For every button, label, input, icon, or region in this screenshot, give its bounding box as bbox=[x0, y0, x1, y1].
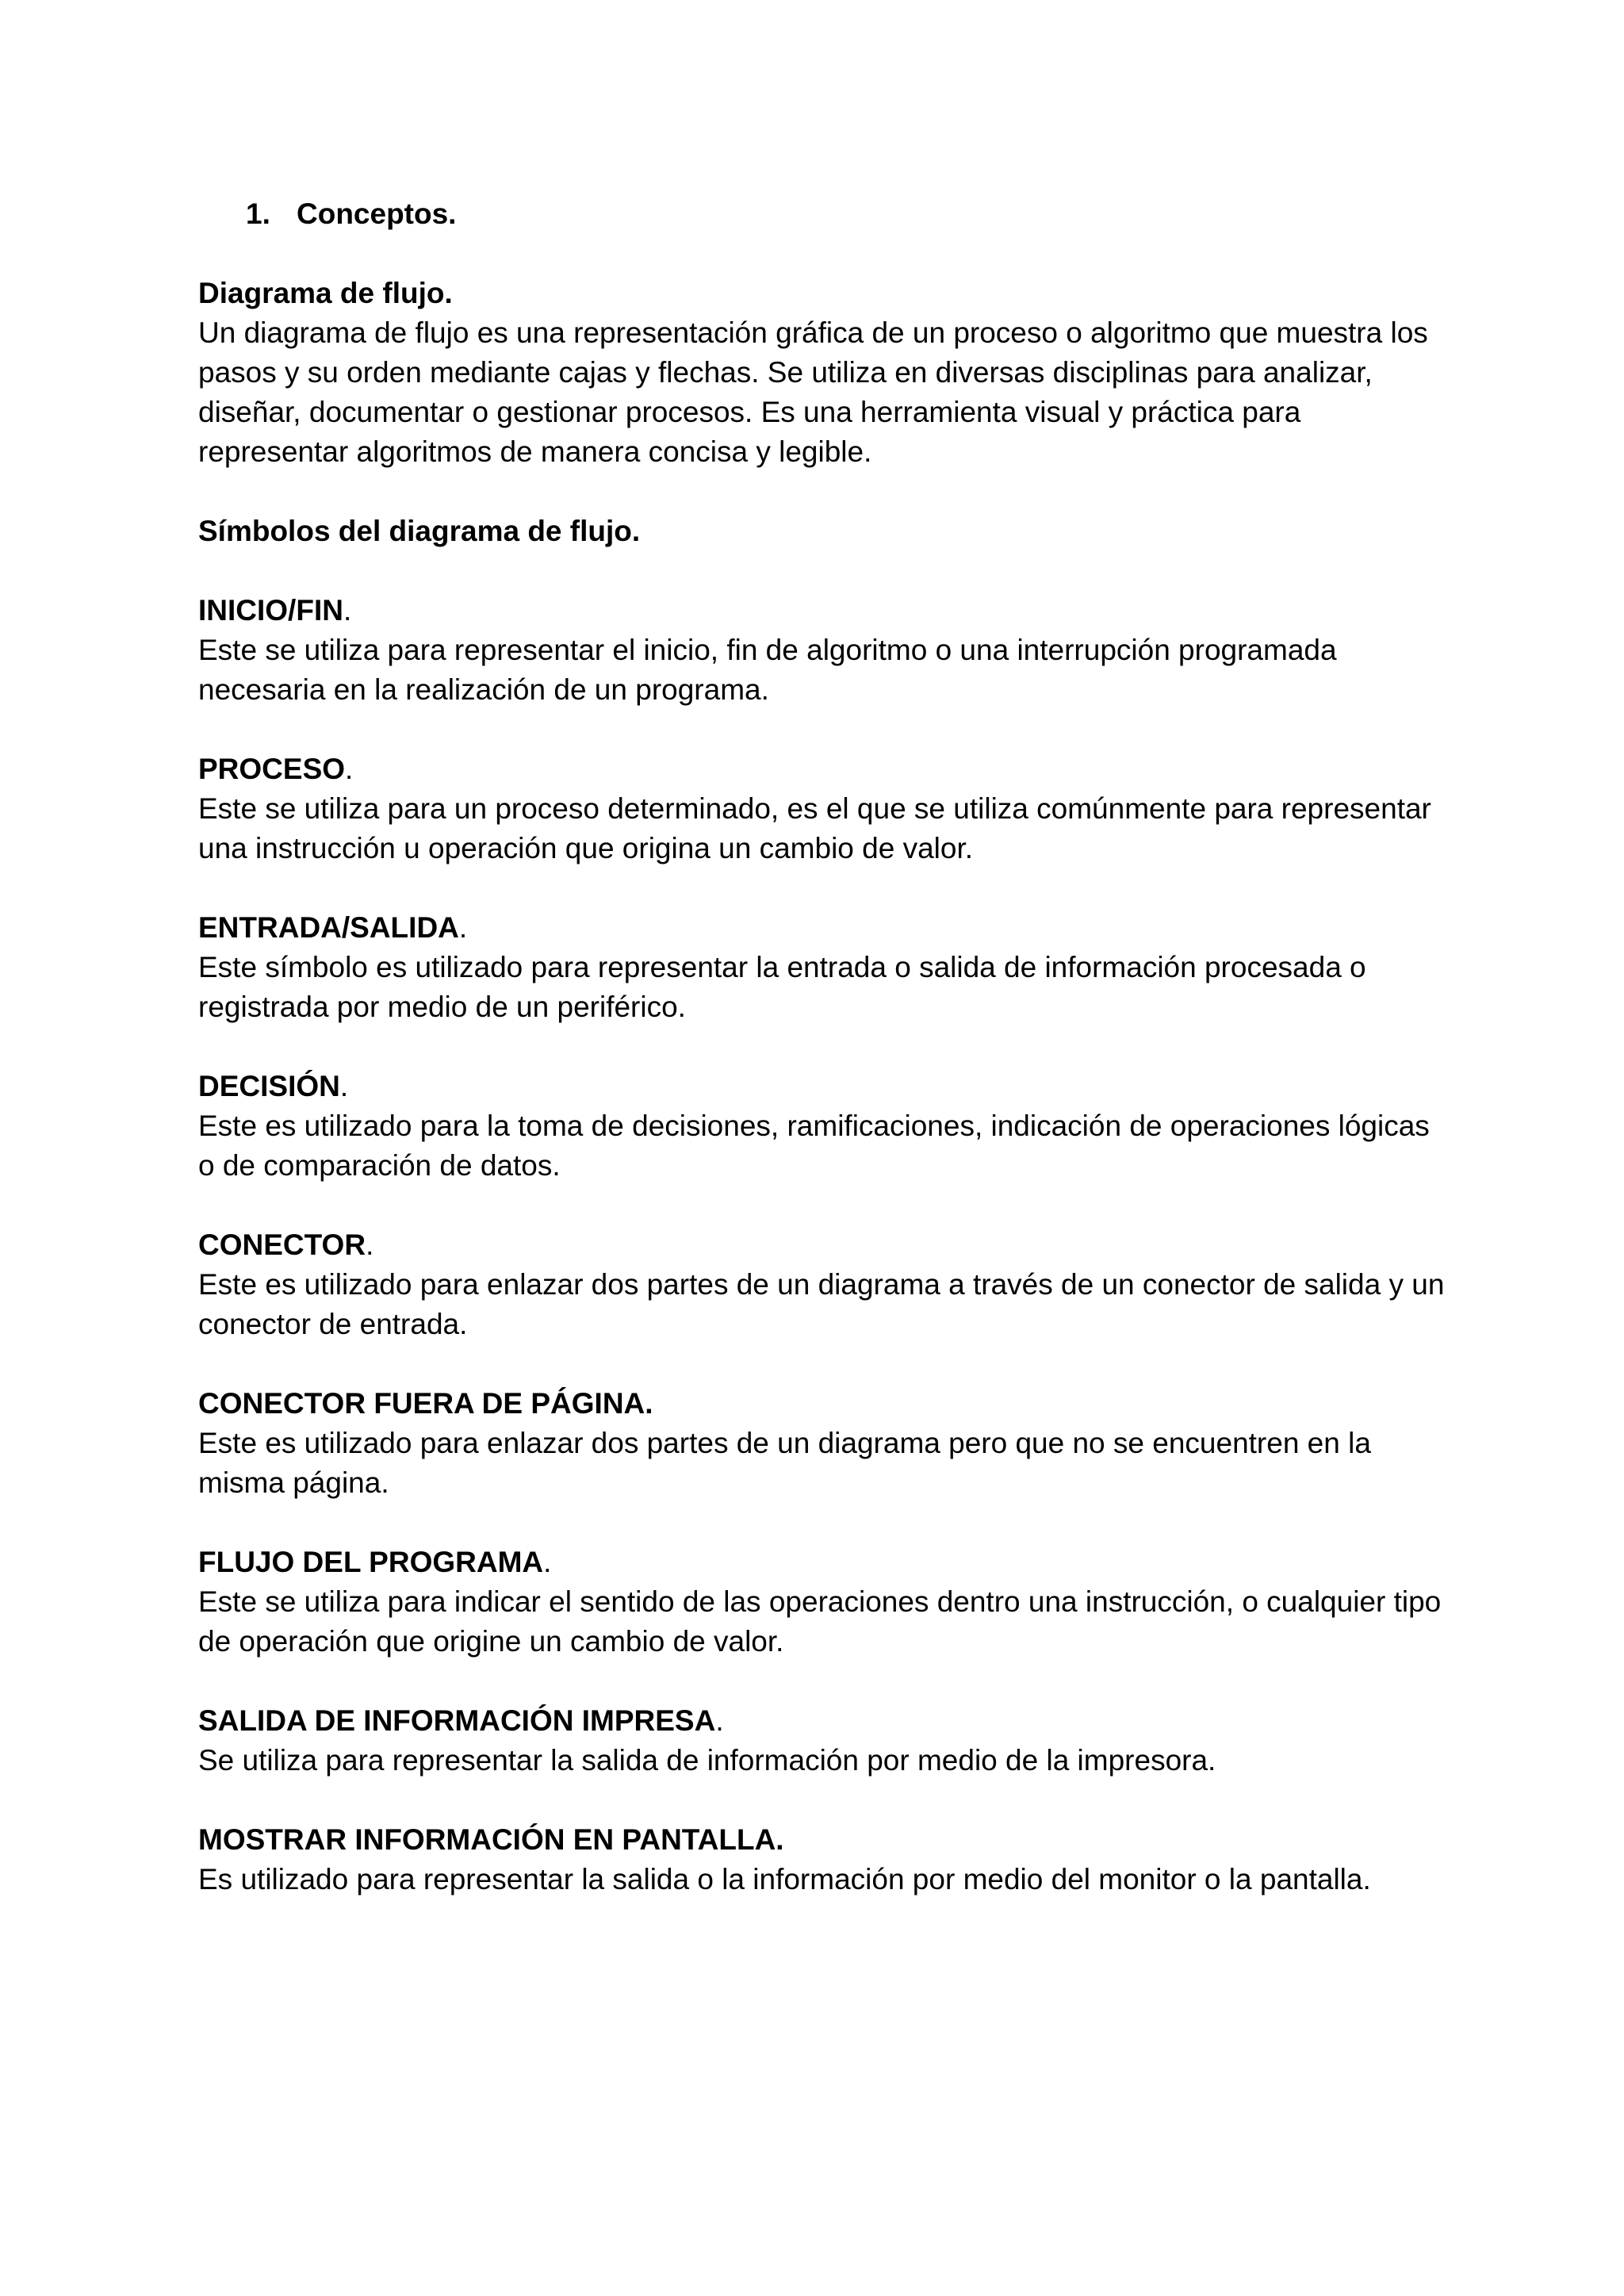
symbol-title bbox=[198, 1701, 1451, 1741]
symbol-name: DECISIÓN bbox=[198, 1070, 340, 1102]
symbol-title bbox=[198, 1067, 1451, 1106]
symbol-suffix: . bbox=[339, 1070, 349, 1102]
symbol-suffix: . bbox=[345, 753, 354, 785]
symbol-entry-mostrar-pantalla bbox=[198, 1820, 1451, 1899]
symbol-title bbox=[198, 1225, 1451, 1265]
symbol-title bbox=[198, 1543, 1451, 1582]
symbol-title bbox=[198, 1820, 1451, 1860]
intro-section bbox=[198, 274, 1451, 472]
symbol-description: Este símbolo es utilizado para representar la entrada o salida de información procesada o registrada por medio de un periférico. bbox=[198, 951, 1366, 1023]
symbol-title bbox=[198, 749, 1451, 789]
symbol-name: MOSTRAR INFORMACIÓN EN PANTALLA. bbox=[198, 1823, 784, 1856]
section-heading bbox=[246, 194, 1451, 234]
heading-number: 1. bbox=[246, 197, 270, 230]
symbol-entry-proceso bbox=[198, 749, 1451, 868]
symbol-name: CONECTOR FUERA DE PÁGINA. bbox=[198, 1387, 653, 1420]
symbol-entry-conector bbox=[198, 1225, 1451, 1344]
symbol-description: Este es utilizado para enlazar dos partes de un diagrama pero que no se encuentren en la misma página. bbox=[198, 1427, 1371, 1499]
symbol-suffix: . bbox=[715, 1704, 724, 1737]
intro-title: Diagrama de flujo. bbox=[198, 277, 453, 309]
symbol-entry-conector-fuera-de-pagina bbox=[198, 1384, 1451, 1503]
symbol-title bbox=[198, 591, 1451, 631]
symbols-heading-block bbox=[198, 512, 1451, 551]
symbol-title bbox=[198, 1384, 1451, 1424]
symbol-name: FLUJO DEL PROGRAMA bbox=[198, 1546, 544, 1578]
symbol-name: SALIDA DE INFORMACIÓN IMPRESA bbox=[198, 1704, 716, 1737]
symbols-heading: Símbolos del diagrama de flujo. bbox=[198, 515, 641, 547]
symbol-description: Se utiliza para representar la salida de información por medio de la impresora. bbox=[198, 1744, 1216, 1777]
symbol-description: Este se utiliza para indicar el sentido de las operaciones dentro una instrucción, o cualquier tipo de operación que origine un cambio de valor. bbox=[198, 1585, 1442, 1658]
symbol-suffix: . bbox=[366, 1228, 374, 1261]
symbol-suffix: . bbox=[343, 594, 352, 627]
symbol-description: Este se utiliza para un proceso determinado, es el que se utiliza comúnmente para representar una instrucción u operación que origina un cambio de valor. bbox=[198, 792, 1431, 864]
symbol-name: PROCESO bbox=[198, 753, 346, 785]
symbol-description: Es utilizado para representar la salida o la información por medio del monitor o la pantalla. bbox=[198, 1863, 1371, 1895]
symbol-name: CONECTOR bbox=[198, 1228, 366, 1261]
symbol-description: Este se utiliza para representar el inicio, fin de algoritmo o una interrupción programada necesaria en la realización de un programa. bbox=[198, 634, 1337, 706]
intro-body: Un diagrama de flujo es una representación gráfica de un proceso o algoritmo que muestra los pasos y su orden mediante cajas y flechas. Se utiliza en diversas disciplinas para analizar, diseñar, documentar o gestionar procesos. Es una herramienta visual y práctica para representar algoritmos de manera concisa y legible. bbox=[198, 316, 1428, 468]
symbol-entry-entrada-salida bbox=[198, 908, 1451, 1027]
symbol-suffix: . bbox=[543, 1546, 552, 1578]
symbol-name: ENTRADA/SALIDA bbox=[198, 911, 459, 944]
symbol-entry-flujo-del-programa bbox=[198, 1543, 1451, 1662]
symbol-title bbox=[198, 908, 1451, 948]
document-content bbox=[198, 194, 1451, 1895]
symbol-name: INICIO/FIN bbox=[198, 594, 343, 627]
symbol-entry-salida-impresa bbox=[198, 1701, 1451, 1780]
symbol-description: Este es utilizado para la toma de decisiones, ramificaciones, indicación de operaciones lógicas o de comparación de datos. bbox=[198, 1110, 1430, 1182]
symbol-description: Este es utilizado para enlazar dos partes de un diagrama a través de un conector de salida y un conector de entrada. bbox=[198, 1268, 1445, 1340]
symbol-entry-decision bbox=[198, 1067, 1451, 1186]
symbol-suffix: . bbox=[458, 911, 468, 944]
heading-title: Conceptos. bbox=[297, 197, 457, 230]
symbol-entry-inicio-fin bbox=[198, 591, 1451, 710]
